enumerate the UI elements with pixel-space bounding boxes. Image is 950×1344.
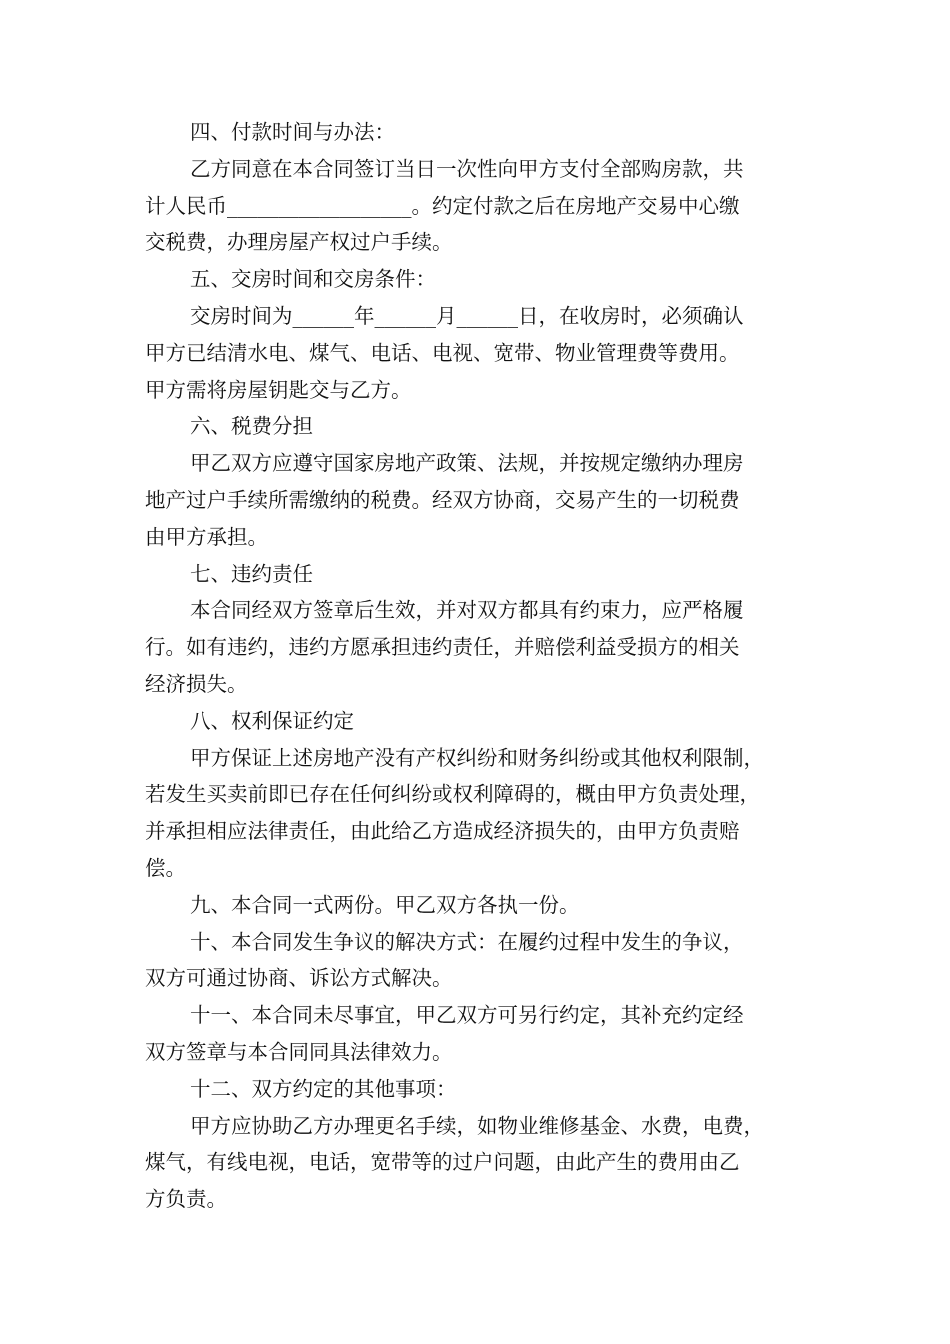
- section-heading-rights: 八、权利保证约定: [190, 708, 354, 733]
- paragraph-line: 计人民币__________________。约定付款之后在房地产交易中心缴: [145, 193, 740, 218]
- paragraph-line: 方负责。: [145, 1187, 227, 1212]
- section-heading-payment: 四、付款时间与办法：: [190, 120, 395, 144]
- paragraph-line: 双方可通过协商、诉讼方式解决。: [145, 966, 453, 991]
- section-heading-taxes: 六、税费分担: [190, 414, 313, 439]
- section-copies: 九、本合同一式两份。甲乙双方各执一份。: [190, 892, 580, 917]
- section-dispute: 十、本合同发生争议的解决方式：在履约过程中发生的争议，: [190, 929, 744, 954]
- paragraph-line: 双方签章与本合同同具法律效力。: [145, 1039, 453, 1064]
- paragraph-line: 甲乙双方应遵守国家房地产政策、法规，并按规定缴纳办理房: [190, 451, 744, 476]
- paragraph-line: 甲方已结清水电、煤气、电话、电视、宽带、物业管理费等费用。: [145, 340, 740, 365]
- section-supplement: 十一、本合同未尽事宜，甲乙双方可另行约定，其补充约定经: [190, 1003, 744, 1028]
- paragraph-line: 甲方应协助乙方办理更名手续，如物业维修基金、水费，电费，: [190, 1113, 764, 1138]
- contract-body: [145, 114, 810, 1218]
- section-heading-handover: 五、交房时间和交房条件：: [190, 267, 436, 292]
- paragraph-line: 经济损失。: [145, 671, 248, 696]
- paragraph-line: 煤气，有线电视，电话，宽带等的过户问题，由此产生的费用由乙: [145, 1150, 740, 1175]
- paragraph-line: 地产过户手续所需缴纳的税费。经双方协商，交易产生的一切税费: [145, 487, 740, 512]
- paragraph-line: 若发生买卖前即已存在任何纠纷或权利障碍的，概由甲方负责处理，: [145, 782, 760, 807]
- paragraph-line: 行。如有违约，违约方愿承担违约责任，并赔偿利益受损方的相关: [145, 635, 740, 660]
- paragraph-line: 交房时间为______年______月______日，在收房时，必须确认: [190, 303, 744, 328]
- paragraph-line: 并承担相应法律责任，由此给乙方造成经济损失的，由甲方负责赔: [145, 819, 740, 844]
- section-heading-other: 十二、双方约定的其他事项：: [190, 1076, 457, 1101]
- paragraph-line: 由甲方承担。: [145, 524, 268, 549]
- paragraph-line: 偿。: [145, 855, 186, 880]
- paragraph-line: 甲方保证上述房地产没有产权纠纷和财务纠纷或其他权利限制，: [190, 745, 764, 770]
- paragraph-line: 甲方需将房屋钥匙交与乙方。: [145, 377, 412, 402]
- paragraph-line: 本合同经双方签章后生效，并对双方都具有约束力，应严格履: [190, 598, 744, 623]
- paragraph-line: 交税费，办理房屋产权过户手续。: [145, 230, 453, 255]
- paragraph-line: 乙方同意在本合同签订当日一次性向甲方支付全部购房款，共: [190, 156, 744, 181]
- section-heading-breach: 七、违约责任: [190, 561, 313, 586]
